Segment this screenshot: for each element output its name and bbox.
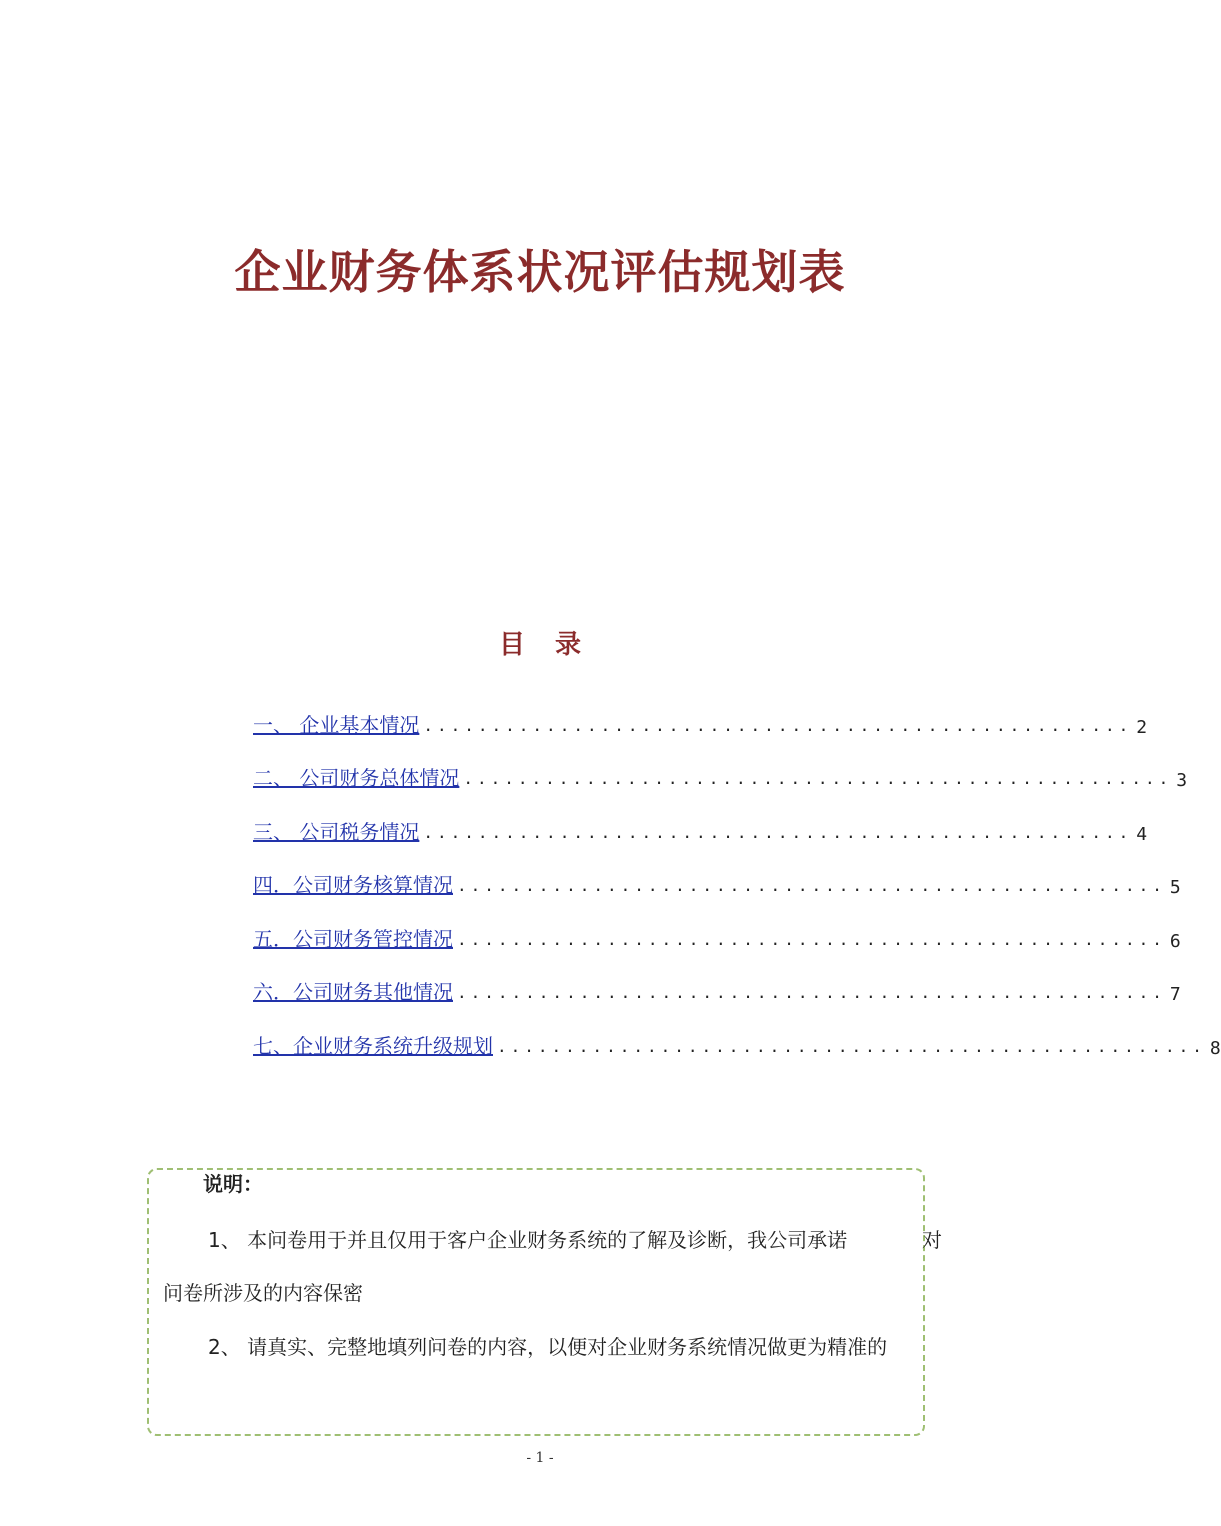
toc-link[interactable]: 三、 公司税务情况	[253, 819, 420, 844]
toc-link[interactable]: 四．公司财务核算情况	[253, 873, 453, 897]
note-line-2: 问卷所涉及的内容保密	[163, 1281, 363, 1305]
toc-leader: ....................................................	[463, 769, 1173, 788]
toc-leader: ....................................................	[457, 876, 1166, 895]
toc-entry[interactable]	[253, 952, 1181, 1006]
toc-entry[interactable]	[253, 898, 1181, 952]
document-title: 企业财务体系状况评估规划表	[234, 245, 846, 299]
table-of-contents	[253, 684, 1221, 1059]
toc-page-number: 8	[1209, 1037, 1221, 1059]
toc-entry[interactable]	[253, 738, 1188, 792]
toc-page-number: 2	[1136, 716, 1148, 738]
toc-entry[interactable]	[253, 845, 1181, 899]
toc-entry[interactable]	[253, 684, 1148, 738]
note-line-1-tail: 对	[922, 1228, 942, 1252]
note-line-3: 2、 请真实、完整地填列问卷的内容，以便对企业财务系统情况做更为精准的	[208, 1335, 888, 1359]
toc-page-number: 6	[1169, 930, 1181, 952]
toc-link[interactable]: 七、企业财务系统升级规划	[253, 1033, 493, 1058]
toc-page-number: 3	[1176, 770, 1188, 791]
toc-entry[interactable]	[253, 1005, 1221, 1059]
toc-page-number: 5	[1169, 877, 1181, 898]
toc-leader: ....................................................	[457, 983, 1166, 1002]
toc-heading: 目录	[498, 630, 611, 660]
toc-leader: ....................................................	[457, 929, 1166, 949]
toc-leader: ....................................................	[423, 715, 1133, 735]
toc-page-number: 4	[1136, 823, 1148, 845]
toc-page-number: 7	[1169, 984, 1181, 1005]
page-number-footer: - 1 -	[526, 1450, 554, 1466]
note-title: 说明：	[203, 1172, 263, 1196]
toc-leader: ....................................................	[423, 822, 1133, 842]
toc-link[interactable]: 五．公司财务管控情况	[253, 926, 453, 951]
toc-leader: ....................................................	[497, 1036, 1206, 1056]
note-line-1: 1、 本问卷用于并且仅用于客户企业财务系统的了解及诊断，我公司承诺	[208, 1228, 848, 1252]
toc-link[interactable]: 六．公司财务其他情况	[253, 980, 453, 1004]
toc-entry[interactable]	[253, 791, 1148, 845]
toc-link[interactable]: 二、 公司财务总体情况	[253, 766, 460, 790]
toc-link[interactable]: 一、 企业基本情况	[253, 712, 420, 737]
